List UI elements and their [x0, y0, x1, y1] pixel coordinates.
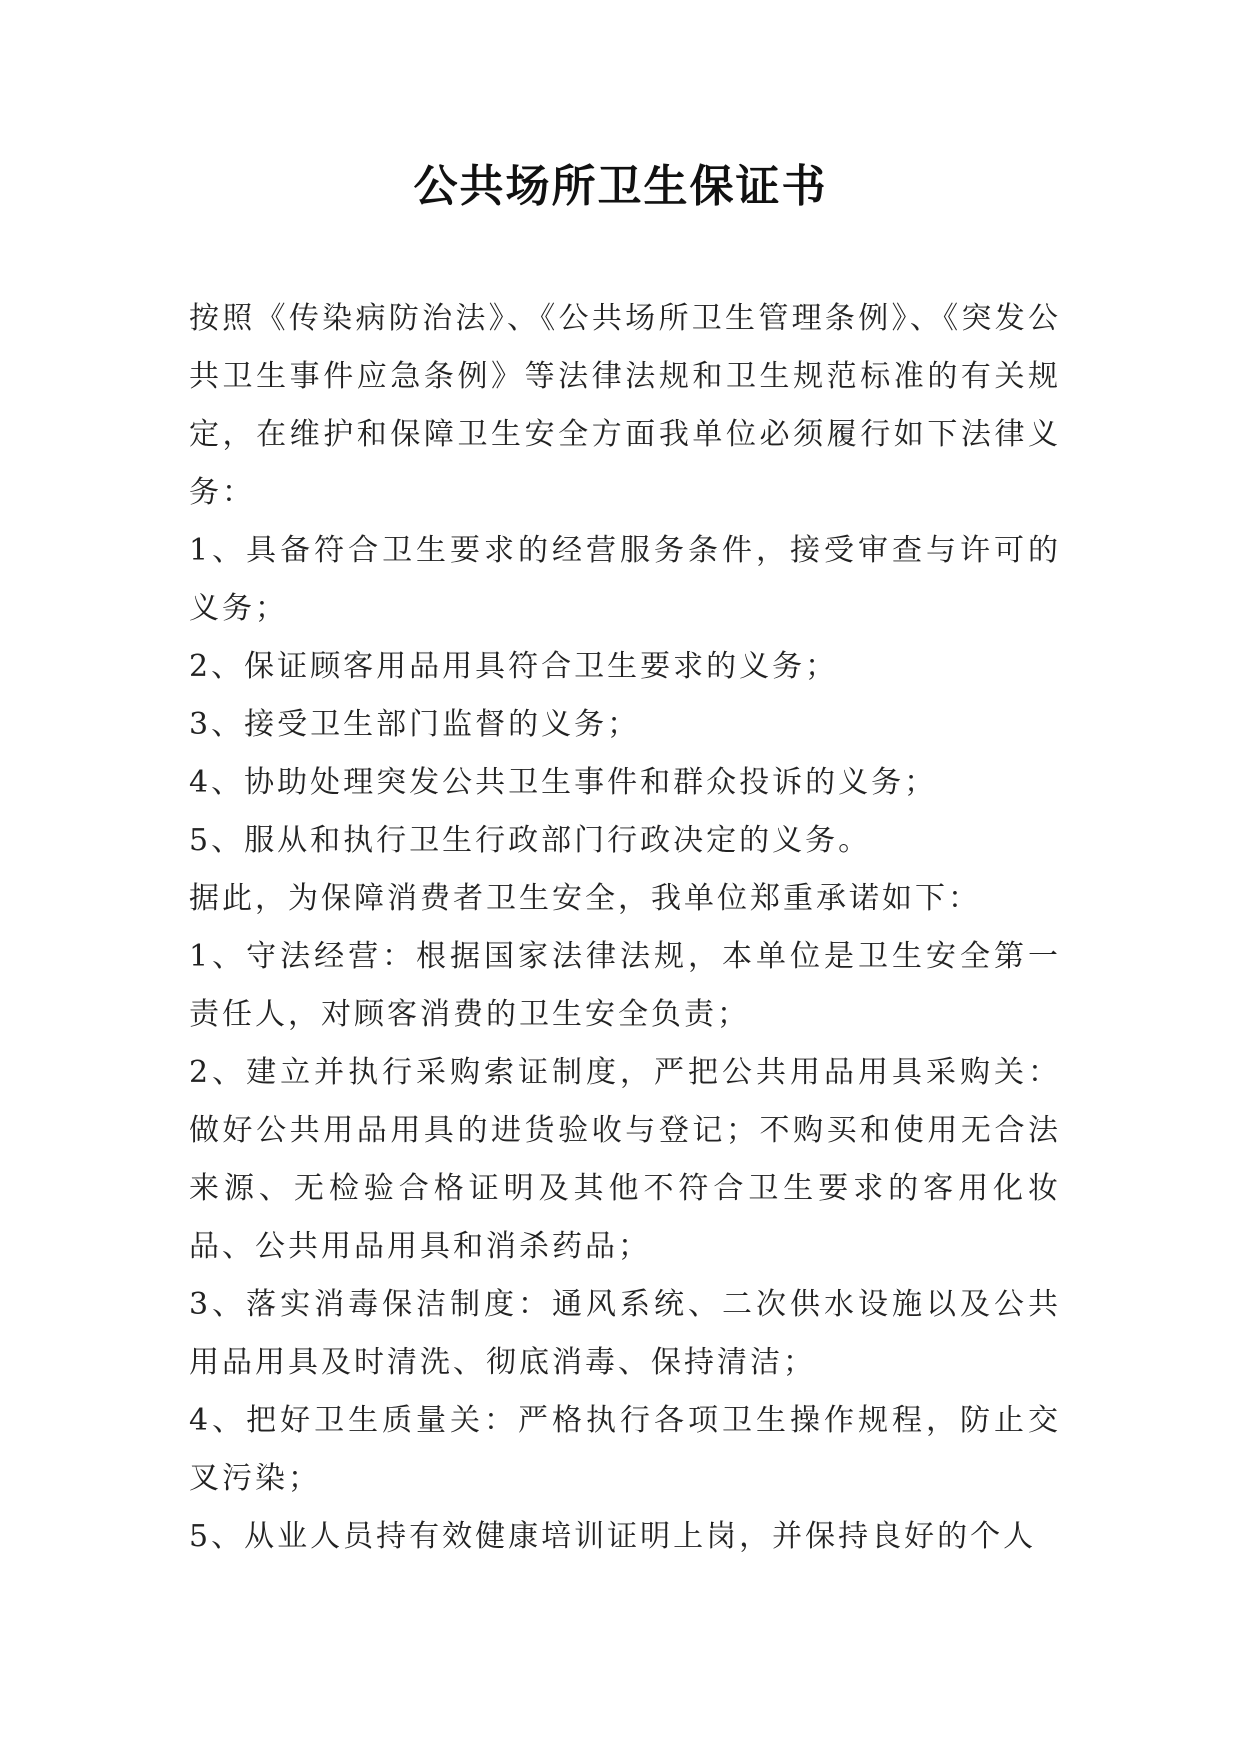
commitment-item-1: 1、守法经营：根据国家法律法规，本单位是卫生安全第一责任人，对顾客消费的卫生安全负责； [189, 939, 1061, 1032]
commitment-intro: 据此，为保障消费者卫生安全，我单位郑重承诺如下： [189, 881, 981, 916]
intro-paragraph: 按照《传染病防治法》、《公共场所卫生管理条例》、《突发公共卫生事件应急条例》等法律法规和卫生规范标准的有关规定，在维护和保障卫生安全方面我单位必须履行如下法律义务： [189, 301, 1061, 510]
obligation-item-2: 2、保证顾客用品用具符合卫生要求的义务； [189, 649, 839, 684]
obligation-item-5: 5、服从和执行卫生行政部门行政决定的义务。 [189, 823, 872, 858]
commitment-item-4: 4、把好卫生质量关：严格执行各项卫生操作规程，防止交叉污染； [189, 1403, 1061, 1496]
obligation-item-4: 4、协助处理突发公共卫生事件和群众投诉的义务； [189, 765, 938, 800]
obligation-item-1: 1、具备符合卫生要求的经营服务条件，接受审查与许可的义务； [189, 533, 1061, 626]
document-body [189, 290, 1061, 1566]
document-title: 公共场所卫生保证书 [413, 161, 828, 212]
commitment-item-2: 2、建立并执行采购索证制度，严把公共用品用具采购关：做好公共用品用具的进货验收与登记；不购买和使用无合法来源、无检验合格证明及其他不符合卫生要求的客用化妆品、公共用品用具和消杀药品； [189, 1055, 1061, 1264]
commitment-item-5: 5、从业人员持有效健康培训证明上岗，并保持良好的个人 [189, 1519, 1037, 1554]
commitment-item-3: 3、落实消毒保洁制度：通风系统、二次供水设施以及公共用品用具及时清洗、彻底消毒、保持清洁； [189, 1287, 1061, 1380]
obligation-item-3: 3、接受卫生部门监督的义务； [189, 707, 641, 742]
